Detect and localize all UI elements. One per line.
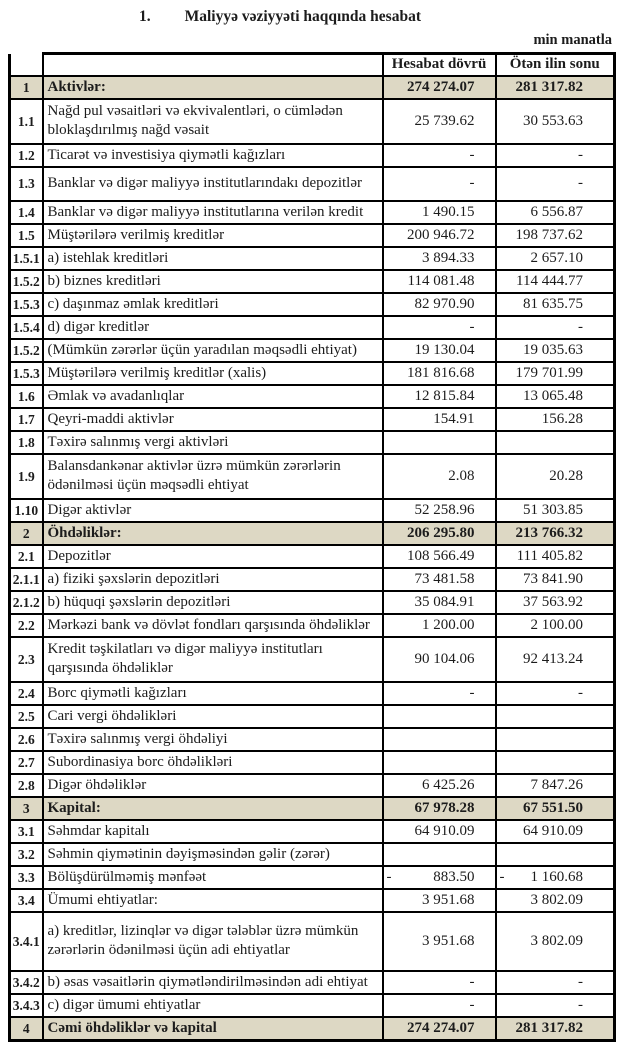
previous-year-value-cell: [496, 454, 615, 499]
table-row: [10, 224, 615, 247]
reporting-period-value: 35 084.91: [414, 593, 475, 610]
reporting-period-value-cell: [383, 843, 496, 866]
header-previous-year-end: Ötən ilin sonu: [496, 54, 615, 76]
table-body: [10, 76, 615, 1041]
previous-year-value: -: [578, 973, 583, 990]
row-number-cell: 1.5.3: [10, 362, 43, 385]
row-number-cell: 1.2: [10, 144, 43, 167]
previous-year-value-cell: [496, 751, 615, 774]
unit-note: min manatla: [533, 32, 612, 48]
row-number-cell: 3.2: [10, 843, 43, 866]
previous-year-value-cell: [496, 682, 615, 705]
previous-year-value-cell: [496, 820, 615, 843]
table-row: [10, 912, 615, 971]
reporting-period-value-cell: [383, 1017, 496, 1041]
row-number-cell: 2.3: [10, 637, 43, 682]
table-row: [10, 637, 615, 682]
row-label-cell: Borc qiymətli kağızları: [43, 682, 383, 705]
reporting-period-value-cell: [383, 144, 496, 167]
minus-sign: -: [386, 868, 392, 885]
reporting-period-value: -: [469, 175, 475, 191]
table-row: [10, 545, 615, 568]
row-number-cell: 2: [10, 522, 43, 545]
previous-year-value: 3 802.09: [530, 932, 583, 949]
table-row: [10, 431, 615, 454]
reporting-period-value-cell: [383, 408, 496, 431]
row-number-cell: 1.5.1: [10, 247, 43, 270]
row-label-cell: Aktivlər:: [43, 76, 383, 99]
previous-year-value-cell: [496, 1017, 615, 1041]
previous-year-value: 281 317.82: [515, 78, 583, 95]
row-label-cell: Digər aktivlər: [43, 499, 383, 522]
header-reporting-period: Hesabat dövrü: [383, 54, 496, 76]
table-row: [10, 774, 615, 797]
reporting-period-value: 154.91: [433, 410, 475, 427]
row-label-cell: Müştərilərə verilmiş kreditlər: [43, 224, 383, 247]
table-row: [10, 385, 615, 408]
reporting-period-value-cell: [383, 866, 496, 889]
table-row: [10, 728, 615, 751]
table-row: [10, 866, 615, 889]
row-number-cell: 2.5: [10, 705, 43, 728]
row-number-cell: 2.4: [10, 682, 43, 705]
table-row: [10, 614, 615, 637]
reporting-period-value: 19 130.04: [414, 341, 475, 358]
row-number-cell: 3.3: [10, 866, 43, 889]
row-label-cell: Səhmin qiymətinin dəyişməsindən gəlir (zərər): [43, 843, 383, 866]
previous-year-value: -: [578, 175, 583, 191]
row-label-cell: Banklar və digər maliyyə institutlarına verilən kredit: [43, 201, 383, 224]
previous-year-value: 198 737.62: [515, 226, 583, 243]
row-label-cell: d) digər kreditlər: [43, 316, 383, 339]
minus-sign: -: [499, 868, 505, 885]
reporting-period-value-cell: [383, 591, 496, 614]
row-label-cell: Banklar və digər maliyyə institutlarındakı depozitlər: [43, 167, 383, 201]
table-row: [10, 994, 615, 1017]
reporting-period-value: 67 978.28: [414, 799, 475, 816]
reporting-period-value: -: [469, 318, 475, 335]
table-row: [10, 971, 615, 994]
reporting-period-value-cell: [383, 705, 496, 728]
row-number-cell: 1.5: [10, 224, 43, 247]
reporting-period-value: 883.50: [433, 868, 475, 885]
row-label-cell: b) əsas vəsaitlərin qiymətləndirilməsindən adi ehtiyat: [43, 971, 383, 994]
row-label-cell: Nağd pul vəsaitləri və ekvivalentləri, o cümlədən bloklaşdırılmış nağd vəsait: [43, 99, 383, 144]
table-row: [10, 76, 615, 99]
reporting-period-value-cell: [383, 545, 496, 568]
reporting-period-value-cell: [383, 637, 496, 682]
table-row: [10, 499, 615, 522]
title-number: 1.: [138, 8, 151, 25]
previous-year-value: 30 553.63: [523, 112, 583, 129]
row-number-cell: 1.8: [10, 431, 43, 454]
reporting-period-value: 12 815.84: [414, 387, 475, 404]
previous-year-value: 281 317.82: [515, 1019, 583, 1036]
previous-year-value-cell: [496, 144, 615, 167]
row-number-cell: 2.1: [10, 545, 43, 568]
previous-year-value-cell: [496, 224, 615, 247]
row-number-cell: 3.4.1: [10, 912, 43, 971]
table-row: [10, 270, 615, 293]
reporting-period-value-cell: [383, 889, 496, 912]
row-label-cell: Digər öhdəliklər: [43, 774, 383, 797]
reporting-period-value-cell: [383, 247, 496, 270]
row-label-cell: Cari vergi öhdəlikləri: [43, 705, 383, 728]
reporting-period-value: 274 274.07: [407, 1019, 475, 1036]
row-label-cell: c) digər ümumi ehtiyatlar: [43, 994, 383, 1017]
table-row: [10, 591, 615, 614]
row-number-cell: 3.1: [10, 820, 43, 843]
reporting-period-value-cell: [383, 270, 496, 293]
previous-year-value: 19 035.63: [523, 341, 583, 358]
table-row: [10, 705, 615, 728]
reporting-period-value-cell: [383, 99, 496, 144]
reporting-period-value: 3 951.68: [422, 891, 475, 908]
reporting-period-value-cell: [383, 682, 496, 705]
reporting-period-value-cell: [383, 994, 496, 1017]
table-row: [10, 339, 615, 362]
previous-year-value-cell: [496, 843, 615, 866]
row-number-cell: 2.2: [10, 614, 43, 637]
reporting-period-value-cell: [383, 820, 496, 843]
previous-year-value-cell: [496, 201, 615, 224]
previous-year-value: 1 160.68: [530, 868, 583, 885]
row-label-cell: Mərkəzi bank və dövlət fondları qarşısında öhdəliklər: [43, 614, 383, 637]
previous-year-value-cell: [496, 866, 615, 889]
table-row: [10, 316, 615, 339]
reporting-period-value-cell: [383, 499, 496, 522]
table-row: [10, 99, 615, 144]
reporting-period-value-cell: [383, 167, 496, 201]
previous-year-value: 81 635.75: [523, 295, 583, 312]
previous-year-value-cell: [496, 99, 615, 144]
reporting-period-value-cell: [383, 431, 496, 454]
previous-year-value: 7 847.26: [530, 776, 583, 793]
table-row: [10, 682, 615, 705]
row-number-cell: 3.4.2: [10, 971, 43, 994]
row-label-cell: Ümumi ehtiyatlar:: [43, 889, 383, 912]
reporting-period-value-cell: [383, 797, 496, 820]
table-row: [10, 201, 615, 224]
header-description-cell: [43, 54, 383, 76]
reporting-period-value: 25 739.62: [414, 112, 475, 129]
row-number-cell: 2.1.1: [10, 568, 43, 591]
row-label-cell: Təxirə salınmış vergi öhdəliyi: [43, 728, 383, 751]
reporting-period-value: 64 910.09: [414, 822, 475, 839]
previous-year-value-cell: [496, 316, 615, 339]
reporting-period-value-cell: [383, 454, 496, 499]
row-number-cell: 1.10: [10, 499, 43, 522]
table-row: [10, 568, 615, 591]
reporting-period-value: -: [469, 996, 475, 1013]
reporting-period-value-cell: [383, 224, 496, 247]
row-number-cell: 2.1.2: [10, 591, 43, 614]
reporting-period-value: 52 258.96: [414, 501, 475, 518]
previous-year-value-cell: [496, 76, 615, 99]
table-row: [10, 843, 615, 866]
row-label-cell: Təxirə salınmış vergi aktivləri: [43, 431, 383, 454]
previous-year-value-cell: [496, 362, 615, 385]
table-header: [10, 54, 615, 76]
row-number-cell: 1.1: [10, 99, 43, 144]
previous-year-value-cell: [496, 431, 615, 454]
row-number-cell: 2.8: [10, 774, 43, 797]
row-label-cell: Depozitlər: [43, 545, 383, 568]
previous-year-value-cell: [496, 971, 615, 994]
reporting-period-value-cell: [383, 76, 496, 99]
previous-year-value: 92 413.24: [523, 650, 583, 667]
reporting-period-value-cell: [383, 201, 496, 224]
row-number-cell: 4: [10, 1017, 43, 1041]
reporting-period-value: 82 970.90: [414, 295, 475, 312]
reporting-period-value: 1 200.00: [422, 616, 475, 633]
reporting-period-value: 90 104.06: [414, 650, 475, 667]
row-number-cell: 1.4: [10, 201, 43, 224]
table-row: [10, 889, 615, 912]
previous-year-value: 114 444.77: [516, 272, 583, 289]
reporting-period-value: 206 295.80: [407, 524, 475, 541]
previous-year-value-cell: [496, 889, 615, 912]
previous-year-value: 213 766.32: [515, 524, 583, 541]
previous-year-value-cell: [496, 637, 615, 682]
page-title: [0, 8, 620, 26]
row-label-cell: (Mümkün zərərlər üçün yaradılan məqsədli ehtiyat): [43, 339, 383, 362]
row-number-cell: 3: [10, 797, 43, 820]
table-row: [10, 408, 615, 431]
row-label-cell: Bölüşdürülməmiş mənfəət: [43, 866, 383, 889]
previous-year-value-cell: [496, 774, 615, 797]
row-label-cell: Qeyri-maddi aktivlər: [43, 408, 383, 431]
row-number-cell: 1.5.4: [10, 316, 43, 339]
reporting-period-value-cell: [383, 912, 496, 971]
previous-year-value: 51 303.85: [523, 501, 583, 518]
previous-year-value: -: [578, 996, 583, 1013]
row-label-cell: Kapital:: [43, 797, 383, 820]
reporting-period-value: 108 566.49: [407, 547, 475, 564]
row-label-cell: Balansdankənar aktivlər üzrə mümkün zərərlərin ödənilməsi üçün məqsədli ehtiyat: [43, 454, 383, 499]
row-label-cell: Əmlak və avadanlıqlar: [43, 385, 383, 408]
reporting-period-value: 73 481.58: [414, 570, 475, 587]
reporting-period-value-cell: [383, 339, 496, 362]
row-label-cell: Subordinasiya borc öhdəlikləri: [43, 751, 383, 774]
previous-year-value: 2 100.00: [530, 616, 583, 633]
previous-year-value-cell: [496, 591, 615, 614]
header-row: [10, 54, 615, 76]
previous-year-value-cell: [496, 568, 615, 591]
previous-year-value: 3 802.09: [530, 891, 583, 908]
row-label-cell: Cəmi öhdəliklər və kapital: [43, 1017, 383, 1041]
previous-year-value: -: [578, 684, 583, 701]
row-number-cell: 2.7: [10, 751, 43, 774]
reporting-period-value: -: [469, 146, 475, 163]
table-row: [10, 362, 615, 385]
previous-year-value: 73 841.90: [523, 570, 583, 587]
previous-year-value: 37 563.92: [523, 593, 583, 610]
table-row: [10, 751, 615, 774]
reporting-period-value-cell: [383, 385, 496, 408]
previous-year-value: 2 657.10: [530, 249, 583, 266]
reporting-period-value: 181 816.68: [407, 364, 475, 381]
row-number-cell: 3.4.3: [10, 994, 43, 1017]
previous-year-value: -: [578, 146, 583, 163]
row-number-cell: 2.6: [10, 728, 43, 751]
previous-year-value-cell: [496, 545, 615, 568]
reporting-period-value: 1 490.15: [422, 203, 475, 220]
previous-year-value-cell: [496, 797, 615, 820]
reporting-period-value-cell: [383, 614, 496, 637]
header-number-cell: [10, 54, 43, 76]
previous-year-value-cell: [496, 270, 615, 293]
previous-year-value-cell: [496, 705, 615, 728]
row-number-cell: 1: [10, 76, 43, 99]
reporting-period-value-cell: [383, 971, 496, 994]
table-row: [10, 293, 615, 316]
reporting-period-value-cell: [383, 293, 496, 316]
table-row: [10, 1017, 615, 1041]
row-number-cell: 1.5.2: [10, 270, 43, 293]
reporting-period-value-cell: [383, 751, 496, 774]
reporting-period-value: 2.08: [448, 467, 475, 484]
reporting-period-value-cell: [383, 316, 496, 339]
row-label-cell: a) fiziki şəxslərin depozitləri: [43, 568, 383, 591]
row-label-cell: Səhmdar kapitalı: [43, 820, 383, 843]
reporting-period-value: 3 894.33: [422, 249, 475, 266]
table-row: [10, 144, 615, 167]
reporting-period-value: 3 951.68: [422, 932, 475, 949]
reporting-period-value: 6 425.26: [422, 776, 475, 793]
row-number-cell: 1.5.3: [10, 293, 43, 316]
table-row: [10, 522, 615, 545]
reporting-period-value: -: [469, 684, 475, 701]
reporting-period-value-cell: [383, 774, 496, 797]
table-row: [10, 797, 615, 820]
previous-year-value-cell: [496, 339, 615, 362]
financial-position-table: [8, 52, 616, 1042]
reporting-period-value: 200 946.72: [407, 226, 475, 243]
reporting-period-value: -: [469, 973, 475, 990]
row-label-cell: c) daşınmaz əmlak kreditləri: [43, 293, 383, 316]
previous-year-value: 64 910.09: [523, 822, 583, 839]
previous-year-value-cell: [496, 728, 615, 751]
row-label-cell: a) kreditlər, lizinqlər və digər tələblər üzrə mümkün zərərlərin ödənilməsi üçün adi ehtiyatlar: [43, 912, 383, 971]
previous-year-value-cell: [496, 912, 615, 971]
previous-year-value: 13 065.48: [523, 387, 583, 404]
previous-year-value-cell: [496, 385, 615, 408]
row-label-cell: b) biznes kreditləri: [43, 270, 383, 293]
previous-year-value: 111 405.82: [516, 547, 583, 564]
row-label-cell: b) hüquqi şəxslərin depozitləri: [43, 591, 383, 614]
previous-year-value-cell: [496, 247, 615, 270]
previous-year-value-cell: [496, 614, 615, 637]
previous-year-value: 67 551.50: [523, 799, 583, 816]
reporting-period-value: 114 081.48: [407, 272, 475, 289]
row-number-cell: 1.6: [10, 385, 43, 408]
table-row: [10, 454, 615, 499]
title-text: Maliyyə vəziyyəti haqqında hesabat: [184, 8, 421, 25]
table-row: [10, 247, 615, 270]
row-label-cell: Ticarət və investisiya qiymətli kağızları: [43, 144, 383, 167]
reporting-period-value-cell: [383, 728, 496, 751]
previous-year-value-cell: [496, 293, 615, 316]
previous-year-value-cell: [496, 408, 615, 431]
previous-year-value-cell: [496, 499, 615, 522]
reporting-period-value: 274 274.07: [407, 78, 475, 95]
reporting-period-value-cell: [383, 362, 496, 385]
row-number-cell: 3.4: [10, 889, 43, 912]
table-row: [10, 820, 615, 843]
previous-year-value: 156.28: [541, 410, 583, 427]
row-number-cell: 1.3: [10, 167, 43, 201]
previous-year-value-cell: [496, 522, 615, 545]
row-number-cell: 1.5.2: [10, 339, 43, 362]
previous-year-value: -: [578, 318, 583, 335]
previous-year-value: 179 701.99: [515, 364, 583, 381]
previous-year-value-cell: [496, 167, 615, 201]
row-number-cell: 1.7: [10, 408, 43, 431]
row-label-cell: a) istehlak kreditləri: [43, 247, 383, 270]
reporting-period-value-cell: [383, 522, 496, 545]
row-label-cell: Müştərilərə verilmiş kreditlər (xalis): [43, 362, 383, 385]
row-number-cell: 1.9: [10, 454, 43, 499]
table-row: [10, 167, 615, 201]
row-label-cell: Öhdəliklər:: [43, 522, 383, 545]
previous-year-value: 20.28: [549, 467, 583, 484]
reporting-period-value-cell: [383, 568, 496, 591]
previous-year-value: 6 556.87: [530, 203, 583, 220]
row-label-cell: Kredit təşkilatları və digər maliyyə institutları qarşısında öhdəliklər: [43, 637, 383, 682]
previous-year-value-cell: [496, 994, 615, 1017]
